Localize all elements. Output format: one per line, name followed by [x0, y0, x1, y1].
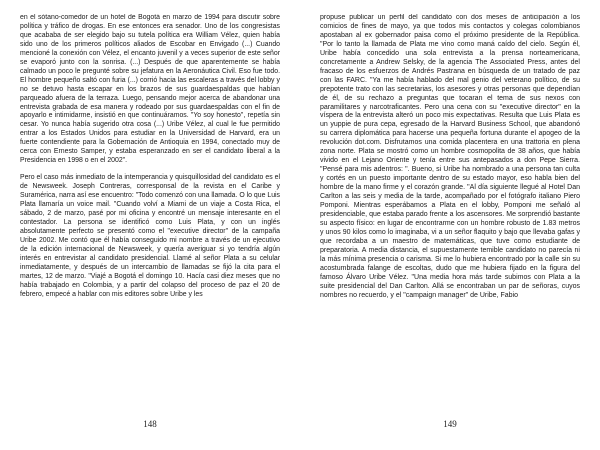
right-text-column [320, 14, 580, 419]
body-paragraph: Pero el caso más inmediato de la intemperancia y quisquillosidad del candidato es el de Newsweek. Joseph Contreras, corresponsal de la revista en el Caribe y Suramérica, narra así ese encuentro: "Todo comenzó con una llamada. O lo que Luis Plata llamaría un voice mail. "Cuando volví a Miami de un viaje a Costa Rica, el sábado, 2 de marzo, pasé por mi oficina y encontré un mensaje interesante en el contestador. La persona se identificó como Luis Plata, y con un inglés absolutamente perfecto se presentó como el "executive director" de la campaña Uribe 2002. Me contó que él había conseguido mi nombre a través de un ejecutivo de la edición internacional de Newsweek, y quería averiguar si yo tendría algún interés en entrevistar al candidato presidencial. Llamé al señor Plata a su celular inmediatamente, y después de un intercambio de llamadas se fijó la cita para el martes, 12 de marzo. "Viajé a Bogotá el domingo 10. Hacía casi diez meses que no había trabajado en Colombia, y a partir del colapso del proceso de paz el 20 de febrero, empecé a hablar con mis editores sobre Uribe y les [20, 174, 280, 298]
right-page [320, 14, 580, 450]
left-text-column [20, 14, 280, 419]
body-paragraph: en el sótano-comedor de un hotel de Bogotá en marzo de 1994 para discutir sobre política y tráfico de drogas. En ese entonces era senador. Uno de los congresistas que acababa de ser elegido bajo su tutela política era William Vélez, quien había sido uno de los primeros políticos aliados de Escobar en Envigado (...) Cuando mencioné la conexión con Vélez, el encanto juvenil y a veces superior de este señor se evaporó junto con la sonrisa. (...) Después de que aparentemente se había calmado un poco le pregunté sobre su jefatura en la Aeronáutica Civil. Eso fue todo. El hombre pequeño saltó con furia (...) corrió hacia las escaleras a través del lobby y no se detuvo hasta escapar en los brazos de sus guardaespaldas que habían parqueado afuera de la terraza. Luego, pensando mejor acerca de abandonar una entrevista grabada de esa manera y rodeado por sus guardaespaldas con el fin de apoyarlo e intimidarme, insistió en que continuáramos. "Yo soy honesto", repetía sin cesar. Yo nunca había sugerido otra cosa (...) Uribe Vélez, al cual le fue permitido entrar a los Estados Unidos para estudiar en la Universidad de Harvard, era un fuerte contendiente para la Gobernación de Antioquia en 1994, conectado muy de cerca con Ernesto Samper, y estaba esperanzado en ser el candidato liberal a la Presidencia en 1998 o en el 2002". [20, 14, 280, 165]
page-number: 148 [143, 419, 157, 429]
page-number: 149 [443, 419, 457, 429]
body-paragraph: propuse publicar un perfil del candidato con dos meses de anticipación a los comicios de fines de mayo, ya que todos mis contactos y colegas colombianos apostaban al ex gobernador paisa como el próximo presidente de la República. "Por lo tanto la llamada de Plata me vino como maná caído del cielo. Según él, Uribe había concedido una sola entrevista a la prensa norteamericana, concretamente a Andrew Selsky, de la agencia The Associated Press, antes del fracaso de los esfuerzos de Andrés Pastrana en búsqueda de un tratado de paz con las FARC. "Ya me había hablado del mal genio del veterano político, de su prepotente trato con las secretarias, los asesores y otras personas que dependían de él, de su rechazo a preguntas que tocaran el tema de sus nexos con paramilitares y narcotraficantes. Pero una cena con su "executive director" en la víspera de la entrevista alteró un poco mis expectativas. Resulta que Luis Plata es un yuppie de pura cepa, egresado de la Harvard Business School, que abandonó su carrera diplomática para hacerse una pequeña fortuna durante el apogeo de la revolución dot.com. Disfrutamos una comida placentera en una trattoria en plena zona norte. Plata se mostró como un hombre cosmopolita de 38 años, que había vivido en el Lejano Oriente y tenía entre sus antepasados a don Pepe Sierra. "Pensé para mis adentros: ". Bueno, si Uribe ha nombrado a una persona tan culta y cortés en un puesto importante dentro de su estado mayor, eso habla bien del hombre de la mano firme y el corazón grande. "Al día siguiente llegué al Hotel Dan Carlton a las seis y media de la tarde, acompañado por el fotógrafo italiano Piero Pomponi. Mientras esperábamos a Plata en el lobby, Pomponi me señaló al presidenciable, que estaba parado frente a los ascensores. Me sorprendió bastante su aspecto físico: en lugar de encontrarme con un hombre robusto de 1.83 metros y unos 90 kilos como lo imaginaba, vi a un señor flaquito y bajo que llevaba gafas y que recordaba a un maestro de matemáticas, que tuve como estudiante de preparatoria. A media distancia, el supuestamente temible candidato no parecía ni la más mínima presencia o carisma. Si me lo hubiera encontrado por la calle sin su acostumbrada falange de escoltas, dudo que me hubiera fijado en la figura del famoso Álvaro Uribe Vélez. "Una media hora más tarde subimos con Plata a la suite presidencial del Dan Carlton. Allá se encontraban un par de señoras, cuyos nombres no recuerdo, y el "campaign manager" de Uribe, Fabio [320, 14, 580, 299]
left-page [20, 14, 280, 450]
